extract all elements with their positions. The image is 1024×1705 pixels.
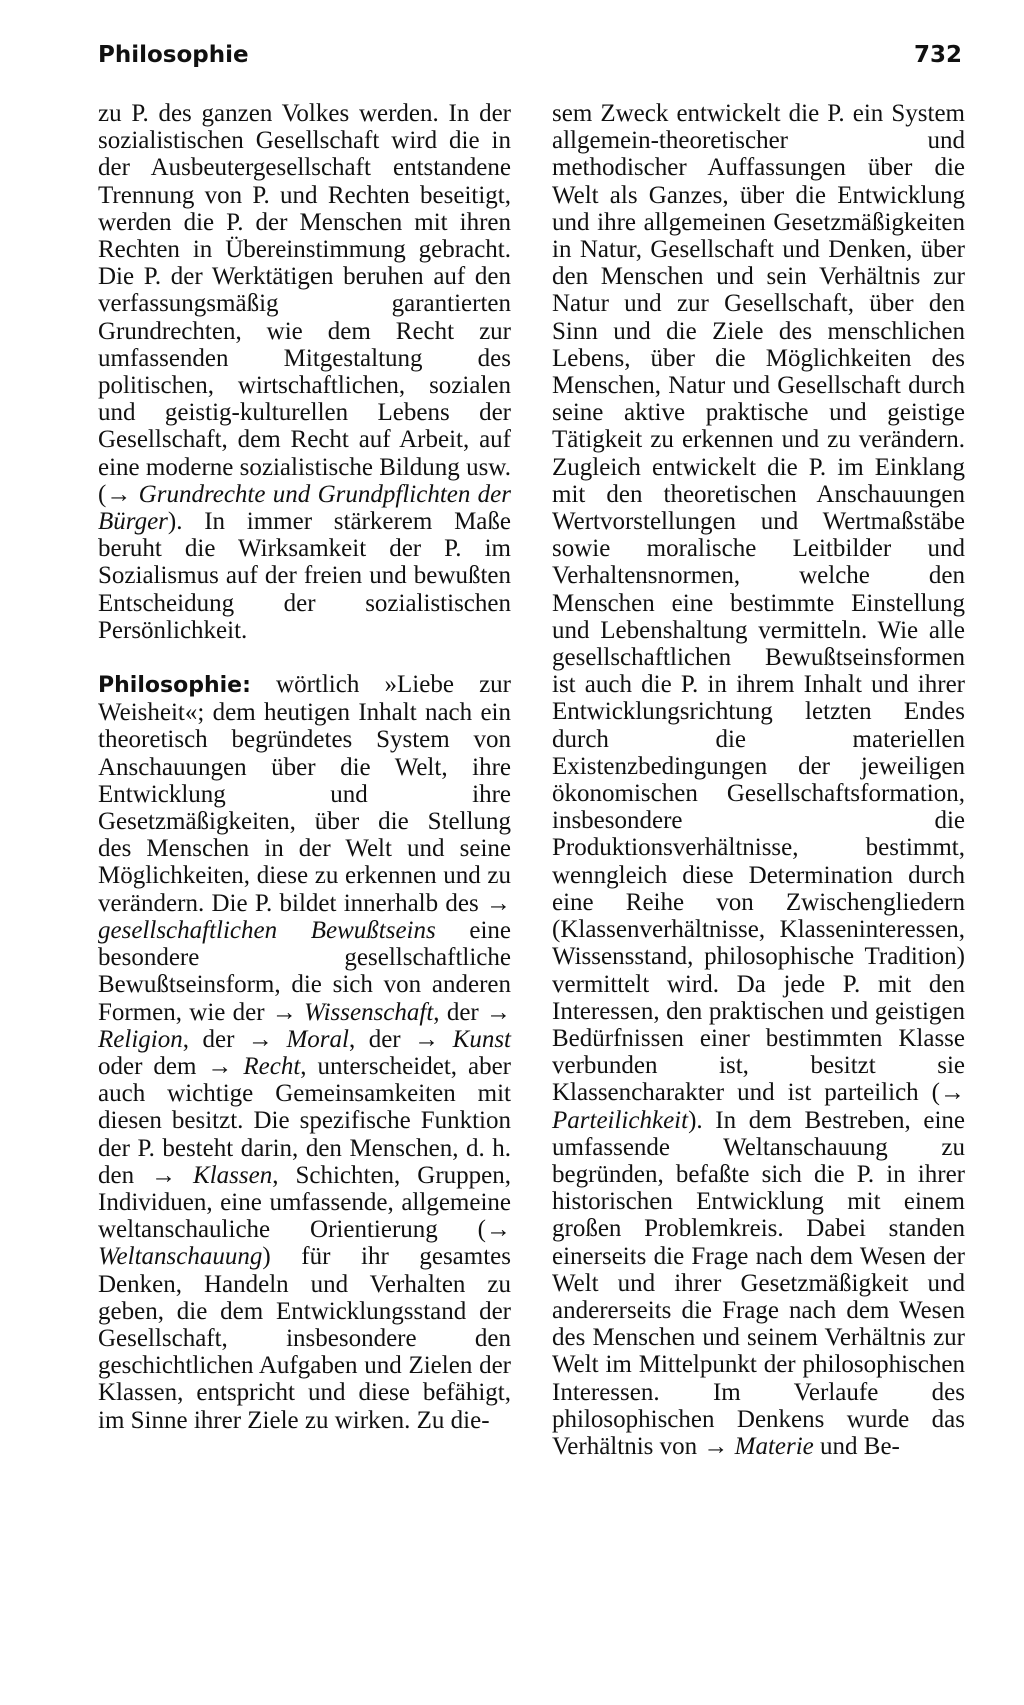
cross-reference: Klassen — [193, 1161, 273, 1189]
cross-reference: Moral — [286, 1025, 349, 1053]
page-header — [98, 42, 962, 82]
cross-reference: Wissenschaft — [304, 998, 434, 1026]
text-run: , Schichten, Gruppen, Individuen, eine umfassende, allgemeine weltanschauliche Orientierung (→ — [98, 1161, 511, 1244]
running-head-title: Philosophie — [98, 42, 249, 68]
right-column — [552, 100, 965, 1460]
text-run: eine besondere gesellschaftliche Bewußtseinsform, die sich von anderen Formen, wie der → — [98, 916, 511, 1026]
cross-reference: Weltanschauung — [98, 1243, 263, 1271]
entry-philosophie-continued — [552, 100, 965, 1460]
text-run: ). In dem Bestreben, eine umfassende Weltanschauung zu begründen, befaßte sich die P. in ihrer historischen Entwicklung mit einem großen Problemkreis. Dabei standen einerseits die Frage nach dem Wesen der Welt und ihrer Gesetzmäßigkeit und andererseits die Frage nach dem Wesen des Menschen und seinem Verhältnis zur Welt im Mittelpunkt der philosophischen Interessen. Im Verlaufe des philosophischen Denkens wurde das Verhältnis von → — [552, 1106, 965, 1460]
text-run: zu P. des ganzen Volkes werden. In der sozialistischen Gesellschaft wird die in der Ausbeutergesellschaft entstandene Trennung von P. und Rechten beseitigt, werden die P. der Menschen mit ihren Rechten in Übereinstimmung gebracht. Die P. der Werktätigen beruhen auf den verfassungsmäßig garantierten Grundrechten, wie dem Recht zur umfassenden Mitgestaltung des politischen, wirtschaftlichen, sozialen und geistig-kulturellen Lebens der Gesellschaft, dem Recht auf Arbeit, auf eine moderne sozialistische Bildung usw. (→ — [98, 100, 511, 508]
text-run: , der → — [348, 1025, 453, 1053]
cross-reference: Kunst — [452, 1025, 512, 1053]
left-column — [98, 100, 511, 1434]
cross-reference: gesellschaftlichen Bewußtseins — [98, 916, 436, 944]
text-run: oder dem → — [98, 1052, 244, 1080]
continued-entry-paragraph — [98, 100, 511, 644]
cross-reference: Materie — [734, 1432, 814, 1460]
text-run: ) für ihr gesamtes Denken, Handeln und Verhalten zu geben, die dem Entwicklungsstand der Gesellschaft, insbesondere den geschichtlichen Aufgaben und Zielen der Klassen, entspricht und diese befähigt, im Sinne ihrer Ziele zu wirken. Zu die- — [98, 1243, 511, 1434]
text-run: und Be- — [813, 1432, 900, 1460]
text-run: sem Zweck entwickelt die P. ein System allgemein-theoretischer und methodischer Auffassungen über die Welt als Ganzes, über die Entwicklung und ihre allgemeinen Gesetzmäßigkeiten in Natur, Gesellschaft und Denken, über den Menschen und sein Verhältnis zur Natur und zur Gesellschaft, über den Sinn und die Ziele des menschlichen Lebens, über die Möglichkeiten des Menschen, Natur und Gesellschaft durch seine aktive praktische und geistige Tätigkeit zu erkennen und zu verändern. Zugleich entwickelt die P. im Einklang mit den theoretischen Anschauungen Wertvorstellungen und Wertmaßstäbe sowie moralische Leitbilder und Verhaltensnormen, welche den Menschen eine bestimmte Einstellung und Lebenshaltung vermitteln. Wie alle gesellschaftlichen Bewußtseinsformen ist auch die P. in ihrem Inhalt und ihrer Entwicklungsrichtung letzten Endes durch die materiellen Existenzbedingungen der jeweiligen ökonomischen Gesellschaftsformation, insbesondere die Produktionsverhältnisse, bestimmt, wenngleich diese Determination durch eine Reihe von Zwischengliedern (Klassenverhältnisse, Klasseninteressen, Wissensstand, philosophische Tradition) vermittelt wird. Da jede P. mit den Interessen, den praktischen und geistigen Bedürfnissen einer bestimmten Klasse verbunden ist, besitzt sie Klassencharakter und ist parteilich (→ — [552, 100, 965, 1107]
text-run: wörtlich »Liebe zur Weisheit«; dem heutigen Inhalt nach ein theoretisch begründetes System von Anschauungen über die Welt, ihre Entwicklung und ihre Gesetzmäßigkeiten, über die Stellung des Menschen in der Welt und seine Möglichkeiten, diese zu erkennen und zu verändern. Die P. bildet innerhalb des → — [98, 671, 511, 917]
text-run: , unterscheidet, aber auch wichtige Gemeinsamkeiten mit diesen besitzt. Die spezifische Funktion der P. besteht darin, den Menschen, d. h. den → — [98, 1052, 512, 1189]
cross-reference: Grundrechte und Grundpflichten der Bürger — [98, 480, 512, 536]
text-run: , der → — [182, 1025, 287, 1053]
cross-reference: Religion — [98, 1025, 183, 1053]
page-number: 732 — [913, 42, 962, 68]
entry-lemma: Philosophie: — [98, 673, 251, 699]
entry-philosophie — [98, 671, 511, 1434]
cross-reference: Recht — [243, 1052, 301, 1080]
text-run: , der → — [433, 998, 512, 1026]
text-run: ). In immer stärkerem Maße beruht die Wirksamkeit der P. im Sozialismus auf der freien und bewußten Entscheidung der sozialistischen Persönlichkeit. — [98, 508, 511, 644]
cross-reference: Parteilichkeit — [552, 1106, 689, 1134]
